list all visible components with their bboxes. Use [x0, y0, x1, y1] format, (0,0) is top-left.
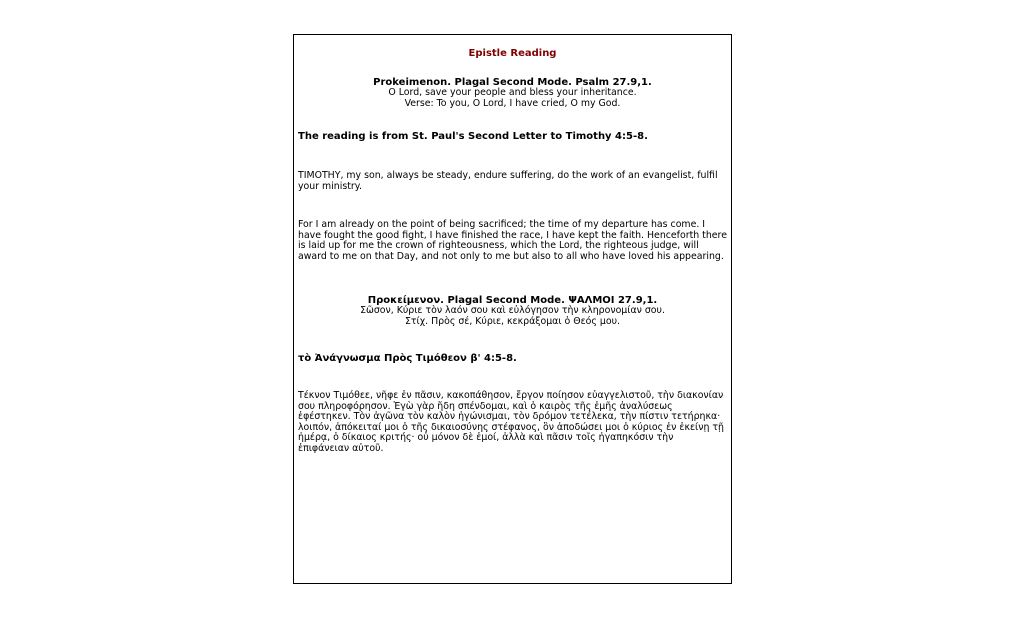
prokeimenon-verse: Verse: To you, O Lord, I have cried, O my God. [404, 97, 621, 109]
prokeimenon-heading: Prokeimenon. Plagal Second Mode. Psalm 27.9,1. [373, 76, 652, 88]
reading-paragraph-greek: Τέκνον Τιμόθεε, νῆφε ἐν πᾶσιν, κακοπάθησον, ἔργον ποίησον εὐαγγελιστοῦ, τὴν διακονίαν σου πληροφόρησον. Ἐγὼ γὰρ ἤδη σπένδομαι, καὶ ὁ καιρὸς τῆς ἐμῆς ἀναλύσεως ἐφέστηκεν. Τὸν ἀγῶνα τὸν καλὸν ἠγώνισμαι, τὸν δρόμον τετέλεκα, τὴν πίστιν τετήρηκα· λοιπόν, ἀπόκειταί μοι ὁ τῆς δικαιοσύνης στέφανος, ὃν ἀποδώσει μοι ὁ κύριος ἐν ἐκείνῃ τῇ ἡμέρᾳ, ὁ δίκαιος κριτής· οὐ μόνον δὲ ἐμοί, ἀλλὰ καὶ πᾶσιν τοῖς ἠγαπηκόσιν τὴν ἐπιφάνειαν αὐτοῦ. [298, 389, 724, 454]
page-title: Epistle Reading [468, 48, 557, 59]
prokeimenon-greek-verse: Στίχ. Πρὸς σέ, Κύριε, κεκράξομαι ὁ Θεός μου. [404, 315, 621, 327]
prokeimenon-greek [298, 296, 727, 328]
document-page [293, 34, 732, 584]
reading-paragraph-1: TIMOTHY, my son, always be steady, endure suffering, do the work of an evangelist, fulfil your ministry. [298, 169, 718, 192]
prokeimenon-line: O Lord, save your people and bless your inheritance. [388, 87, 637, 99]
prokeimenon-greek-heading: Προκείμενον. Plagal Second Mode. ΨΑΛΜΟΙ 27.9,1. [367, 294, 658, 306]
reading-heading-greek: τὸ Ἀνάγνωσμα Πρὸς Τιμόθεον β' 4:5-8. [298, 353, 517, 365]
prokeimenon-greek-line: Σῶσον, Κύριε τὸν λαόν σου καὶ εὐλόγησον τὴν κληρονομίαν σου. [360, 305, 665, 317]
prokeimenon-english [298, 78, 727, 110]
reading-paragraph-2: For I am already on the point of being sacrificed; the time of my departure has come. I have fought the good fight, I have finished the race, I have kept the faith. Henceforth there is laid up for me the crown of righteousness, which the Lord, the righteous judge, will award to me on that Day, and not only to me but also to all who have loved his appearing. [298, 219, 727, 262]
reading-heading-english: The reading is from St. Paul's Second Letter to Timothy 4:5-8. [298, 131, 648, 143]
